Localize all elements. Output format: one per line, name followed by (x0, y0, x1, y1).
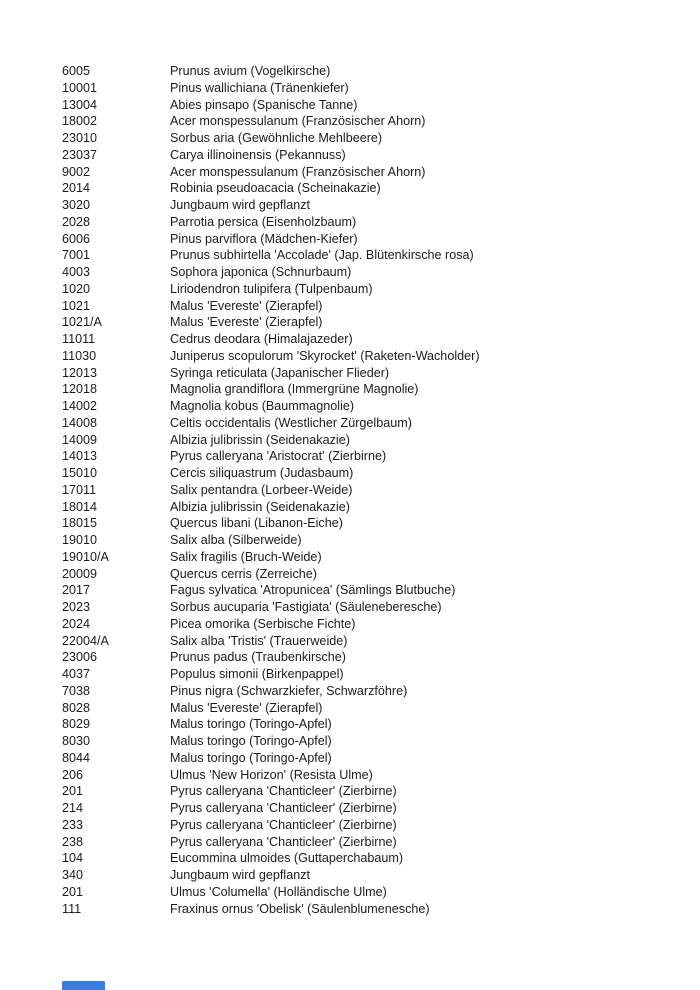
tree-id: 9002 (62, 164, 91, 179)
tree-id: 15010 (62, 466, 98, 480)
tree-list-row (62, 348, 680, 365)
tree-name: Picea omorika (Serbische Fichte) (170, 616, 356, 631)
tree-name: Magnolia kobus (Baummagnolie) (170, 399, 355, 413)
tree-id: 7038 (62, 683, 91, 698)
tree-id: 19010 (62, 533, 98, 547)
tree-name: Fraxinus ornus 'Obelisk' (Säulenblumenesche) (170, 901, 430, 916)
tree-id: 6005 (62, 64, 91, 78)
tree-name: Prunus subhirtella 'Accolade' (Jap. Blütenkirsche rosa) (170, 248, 474, 263)
tree-list-row (62, 80, 680, 97)
tree-name: Cedrus deodara (Himalajazeder) (170, 332, 353, 346)
tree-list-row (62, 97, 680, 114)
tree-id: 2023 (62, 600, 91, 614)
tree-id: 11011 (62, 332, 96, 346)
tree-id: 14008 (62, 415, 98, 430)
tree-id: 201 (62, 784, 84, 799)
tree-name: Malus 'Evereste' (Zierapfel) (170, 315, 323, 330)
tree-id: 8044 (62, 750, 91, 765)
tree-name: Cercis siliquastrum (Judasbaum) (170, 466, 354, 480)
tree-name: Ulmus 'Columella' (Holländische Ulme) (170, 884, 387, 899)
tree-list-row (62, 63, 680, 80)
tree-name: Pinus wallichiana (Tränenkiefer) (170, 80, 349, 95)
tree-list-row (62, 281, 680, 298)
tree-name: Malus 'Evereste' (Zierapfel) (170, 700, 323, 715)
tree-name: Syringa reticulata (Japanischer Flieder) (170, 365, 390, 380)
tree-id: 4037 (62, 667, 91, 681)
tree-id: 18015 (62, 516, 98, 531)
tree-list-row (62, 365, 680, 382)
tree-id: 104 (62, 851, 84, 866)
tree-id: 19010/A (62, 549, 109, 564)
tree-list-row (62, 298, 680, 315)
tree-list-row (62, 666, 680, 683)
tree-id: 2024 (62, 616, 91, 631)
tree-name: Robinia pseudoacacia (Scheinakazie) (170, 181, 381, 196)
tree-name: Juniperus scopulorum 'Skyrocket' (Raketen-Wacholder) (170, 348, 480, 363)
tree-list-row (62, 582, 680, 599)
tree-name: Sorbus aria (Gewöhnliche Mehlbeere) (170, 131, 383, 145)
tree-id: 4003 (62, 265, 91, 279)
tree-id: 2028 (62, 214, 91, 229)
tree-list-row (62, 901, 680, 918)
tree-id: 18014 (62, 499, 98, 514)
tree-list-row (62, 850, 680, 867)
tree-id: 8030 (62, 734, 91, 748)
tree-id: 14002 (62, 399, 98, 413)
tree-list-row (62, 767, 680, 784)
tree-id: 11030 (62, 348, 97, 363)
tree-list-row (62, 633, 680, 650)
tree-list-row (62, 817, 680, 834)
tree-name: Salix fragilis (Bruch-Weide) (170, 549, 322, 564)
tree-name: Sophora japonica (Schnurbaum) (170, 265, 352, 279)
tree-list (62, 63, 680, 917)
tree-list-row (62, 616, 680, 633)
tree-id: 1021/A (62, 315, 102, 330)
tree-list-row (62, 800, 680, 817)
tree-name: Carya illinoinensis (Pekannuss) (170, 147, 346, 162)
tree-list-row (62, 867, 680, 884)
tree-name: Salix alba (Silberweide) (170, 533, 302, 547)
tree-name: Malus toringo (Toringo-Apfel) (170, 717, 332, 732)
tree-id: 23010 (62, 131, 98, 145)
tree-list-row (62, 549, 680, 566)
tree-name: Sorbus aucuparia 'Fastigiata' (Säuleneberesche) (170, 600, 442, 614)
tree-list-row (62, 415, 680, 432)
tree-name: Pyrus calleryana 'Chanticleer' (Zierbirne) (170, 834, 397, 849)
tree-id: 23006 (62, 650, 98, 665)
tree-list-row (62, 566, 680, 583)
tree-list-row (62, 231, 680, 248)
tree-id: 20009 (62, 566, 98, 581)
tree-id: 13004 (62, 97, 98, 112)
tree-name: Albizia julibrissin (Seidenakazie) (170, 499, 350, 514)
tree-name: Pinus parviflora (Mädchen-Kiefer) (170, 231, 358, 246)
tree-name: Pyrus calleryana 'Chanticleer' (Zierbirne) (170, 817, 397, 832)
tree-name: Fagus sylvatica 'Atropunicea' (Sämlings Blutbuche) (170, 583, 456, 598)
tree-list-row (62, 331, 680, 348)
tree-id: 8028 (62, 700, 91, 715)
tree-name: Eucommina ulmoides (Guttaperchabaum) (170, 851, 404, 866)
tree-list-row (62, 683, 680, 700)
tree-id: 201 (62, 884, 84, 899)
tree-name: Jungbaum wird gepflanzt (170, 198, 311, 212)
tree-name: Salix alba 'Tristis' (Trauerweide) (170, 633, 348, 648)
tree-id: 14013 (62, 449, 98, 464)
tree-id: 17011 (62, 482, 97, 497)
tree-id: 1020 (62, 281, 91, 296)
tree-list-row (62, 515, 680, 532)
tree-name: Malus 'Evereste' (Zierapfel) (170, 298, 323, 313)
tree-list-row (62, 716, 680, 733)
tree-id: 233 (62, 817, 84, 832)
tree-list-row (62, 448, 680, 465)
tree-list-row (62, 247, 680, 264)
cut-off-blue-element[interactable] (62, 981, 105, 990)
tree-list-row (62, 750, 680, 767)
tree-name: Ulmus 'New Horizon' (Resista Ulme) (170, 767, 373, 782)
tree-id: 6006 (62, 231, 91, 246)
tree-list-row (62, 733, 680, 750)
tree-list-row (62, 197, 680, 214)
tree-id: 10001 (62, 80, 98, 95)
tree-list-row (62, 381, 680, 398)
tree-name: Magnolia grandiflora (Immergrüne Magnolie) (170, 382, 419, 397)
tree-name: Pyrus calleryana 'Chanticleer' (Zierbirne) (170, 784, 397, 799)
tree-name: Liriodendron tulipifera (Tulpenbaum) (170, 281, 373, 296)
tree-list-row (62, 482, 680, 499)
tree-id: 23037 (62, 147, 98, 162)
tree-name: Quercus cerris (Zerreiche) (170, 566, 317, 581)
tree-list-row (62, 164, 680, 181)
tree-name: Pyrus calleryana 'Aristocrat' (Zierbirne) (170, 449, 387, 464)
tree-name: Acer monspessulanum (Französischer Ahorn) (170, 164, 426, 179)
tree-name: Malus toringo (Toringo-Apfel) (170, 734, 332, 748)
tree-name: Populus simonii (Birkenpappel) (170, 667, 344, 681)
tree-id: 111 (62, 901, 82, 916)
tree-id: 14009 (62, 432, 98, 447)
tree-name: Abies pinsapo (Spanische Tanne) (170, 97, 358, 112)
tree-name: Acer monspessulanum (Französischer Ahorn) (170, 114, 426, 129)
tree-list-row (62, 499, 680, 516)
tree-list-row (62, 398, 680, 415)
tree-list-row (62, 264, 680, 281)
tree-id: 8029 (62, 717, 91, 732)
tree-list-row (62, 532, 680, 549)
tree-name: Pinus nigra (Schwarzkiefer, Schwarzföhre) (170, 683, 408, 698)
tree-list-row (62, 599, 680, 616)
tree-id: 7001 (62, 248, 91, 263)
tree-id: 12013 (62, 365, 98, 380)
tree-id: 2014 (62, 181, 91, 196)
tree-id: 18002 (62, 114, 98, 129)
tree-name: Salix pentandra (Lorbeer-Weide) (170, 482, 353, 497)
tree-list-row (62, 180, 680, 197)
tree-list-row (62, 130, 680, 147)
tree-list-row (62, 147, 680, 164)
tree-list-row (62, 465, 680, 482)
tree-list-row (62, 214, 680, 231)
tree-name: Quercus libani (Libanon-Eiche) (170, 516, 343, 531)
tree-name: Parrotia persica (Eisenholzbaum) (170, 214, 357, 229)
tree-list-row (62, 113, 680, 130)
tree-id: 1021 (62, 298, 91, 313)
tree-name: Pyrus calleryana 'Chanticleer' (Zierbirne) (170, 801, 397, 815)
tree-id: 206 (62, 767, 84, 782)
tree-id: 12018 (62, 382, 98, 397)
tree-id: 340 (62, 868, 84, 882)
tree-list-row (62, 783, 680, 800)
tree-name: Celtis occidentalis (Westlicher Zürgelbaum) (170, 415, 412, 430)
tree-id: 3020 (62, 198, 91, 212)
tree-name: Prunus padus (Traubenkirsche) (170, 650, 346, 665)
tree-list-row (62, 884, 680, 901)
tree-list-row (62, 700, 680, 717)
tree-name: Albizia julibrissin (Seidenakazie) (170, 432, 350, 447)
tree-id: 22004/A (62, 633, 109, 648)
tree-list-row (62, 314, 680, 331)
tree-name: Jungbaum wird gepflanzt (170, 868, 311, 882)
tree-list-row (62, 649, 680, 666)
tree-list-row (62, 834, 680, 851)
tree-list-row (62, 432, 680, 449)
tree-id: 238 (62, 834, 84, 849)
tree-id: 214 (62, 801, 84, 815)
tree-id: 2017 (62, 583, 91, 598)
tree-name: Prunus avium (Vogelkirsche) (170, 64, 331, 78)
tree-name: Malus toringo (Toringo-Apfel) (170, 750, 332, 765)
